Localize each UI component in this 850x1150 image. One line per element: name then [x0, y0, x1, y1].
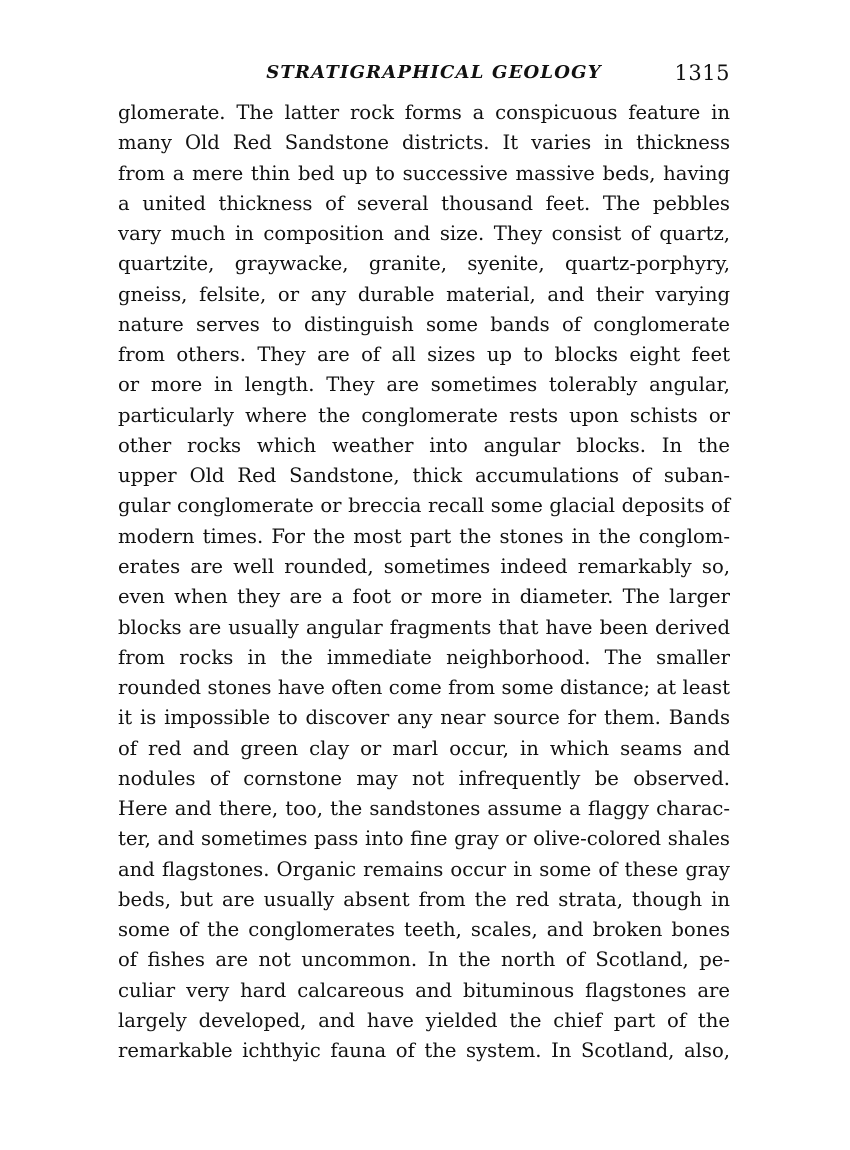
- text-line: upper Old Red Sandstone, thick accumulations of suban-: [118, 464, 730, 488]
- text-line: beds, but are usually absent from the red strata, though in: [118, 887, 730, 911]
- running-title: STRATIGRAPHICAL GEOLOGY: [266, 62, 602, 83]
- text-line: rounded stones have often come from some distance; at least: [118, 676, 730, 700]
- body-paragraph: [118, 98, 730, 1067]
- text-line: nature serves to distinguish some bands of conglomerate: [118, 312, 730, 336]
- text-line: quartzite, graywacke, granite, syenite, quartz-porphyry,: [118, 252, 730, 276]
- text-line: modern times. For the most part the stones in the conglom-: [118, 524, 730, 548]
- page-number: 1315: [674, 61, 730, 85]
- text-line: other rocks which weather into angular blocks. In the: [118, 433, 730, 457]
- text-line: even when they are a foot or more in diameter. The larger: [118, 585, 730, 609]
- text-line: glomerate. The latter rock forms a conspicuous feature in: [118, 101, 730, 124]
- text-line: it is impossible to discover any near source for them. Bands: [118, 706, 730, 730]
- text-line: blocks are usually angular fragments that have been derived: [118, 615, 730, 639]
- text-line: some of the conglomerates teeth, scales, and broken bones: [118, 918, 730, 942]
- text-line: largely developed, and have yielded the chief part of the: [118, 1008, 730, 1032]
- text-line: or more in length. They are sometimes tolerably angular,: [118, 373, 730, 397]
- text-line: particularly where the conglomerate rests upon schists or: [118, 403, 730, 427]
- text-line: remarkable ichthyic fauna of the system. In Scotland, also,: [118, 1039, 730, 1063]
- text-line: of red and green clay or marl occur, in which seams and: [118, 736, 730, 760]
- text-line: gular conglomerate or breccia recall some glacial deposits of: [118, 494, 730, 518]
- text-line: of fishes are not uncommon. In the north of Scotland, pe-: [118, 948, 730, 972]
- running-head: [118, 58, 730, 88]
- text-line: and flagstones. Organic remains occur in some of these gray: [118, 857, 730, 881]
- text-line: erates are well rounded, sometimes indeed remarkably so,: [118, 554, 730, 578]
- text-line: ter, and sometimes pass into fine gray or olive-colored shales: [118, 827, 730, 851]
- text-line: vary much in composition and size. They consist of quartz,: [118, 222, 730, 246]
- text-line: a united thickness of several thousand feet. The pebbles: [118, 191, 730, 215]
- text-line: from rocks in the immediate neighborhood. The smaller: [118, 645, 730, 669]
- text-line: gneiss, felsite, or any durable material, and their varying: [118, 282, 730, 306]
- text-line: from others. They are of all sizes up to blocks eight feet: [118, 343, 730, 367]
- text-line: many Old Red Sandstone districts. It varies in thickness: [118, 131, 730, 155]
- text-line: nodules of cornstone may not infrequently be observed.: [118, 766, 730, 790]
- text-line: Here and there, too, the sandstones assume a flaggy charac-: [118, 797, 730, 821]
- text-line: culiar very hard calcareous and bituminous flagstones are: [118, 978, 730, 1002]
- text-line: from a mere thin bed up to successive massive beds, having: [118, 161, 730, 185]
